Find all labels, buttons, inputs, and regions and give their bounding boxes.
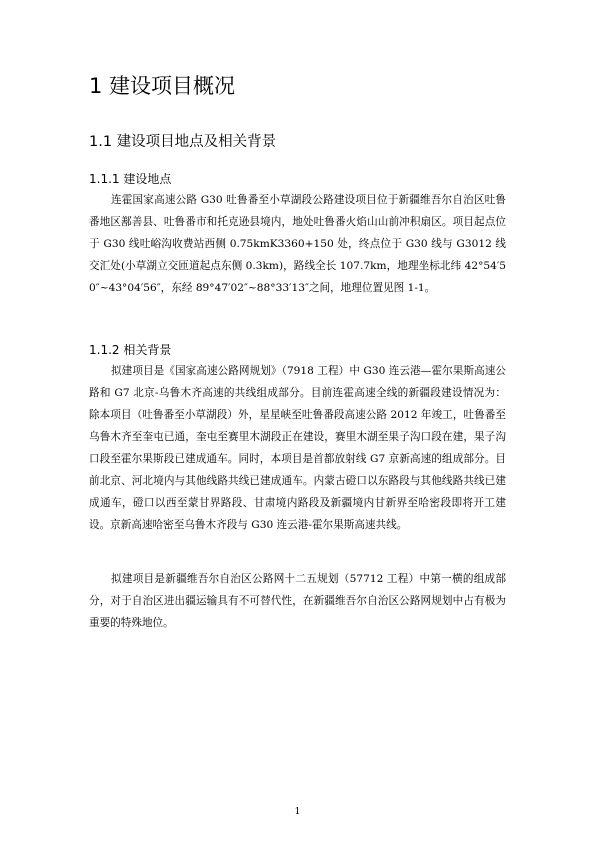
section-heading: 1.1 建设项目地点及相关背景 bbox=[89, 134, 277, 150]
paragraph-significance: 拟建项目是新疆维吾尔自治区公路网十二五规划（57712 工程）中第一横的组成部分，对于自治区进出疆运输具有不可替代性，在新疆维吾尔自治区公路网规划中占有极为重要的特殊地位。 bbox=[89, 573, 506, 629]
subsection-heading-background: 1.1.2 相关背景 bbox=[89, 343, 172, 357]
paragraph-location: 连霍国家高速公路 G30 吐鲁番至小草湖段公路建设项目位于新疆维吾尔自治区吐鲁番地区鄯善县、吐鲁番市和托克逊县境内，地处吐鲁番火焰山山前冲积扇区。项目起点位于 G30 线吐峪沟收费站西侧 0.75kmK3360+150 处，终点位于 G30 线与 G3012 线交汇处(小草湖立交匝道起点东侧 0.3km)，路线全长 107.7km，地理坐标北纬 42°54′50″~43°04′56″，东经 89°47′02″~88°33′13″之间，地理位置见图 1-1。 bbox=[89, 194, 506, 294]
chapter-heading: 1 建设项目概况 bbox=[89, 74, 236, 98]
paragraph-background: 拟建项目是《国家高速公路网规划》（7918 工程）中 G30 连云港—霍尔果斯高速公路和 G7 北京-乌鲁木齐高速的共线组成部分。目前连霍高速全线的新疆段建设情况为：除本项目（吐鲁番至小草湖段）外，星星峡至吐鲁番段高速公路 2012 年竣工，吐鲁番至乌鲁木齐至奎屯已通，奎屯至赛里木湖段正在建设，赛里木湖至果子沟口段在建，果子沟口段至霍尔果斯段已建成通车。同时，本项目是首都放射线 G7 京新高速的组成部分。目前北京、河北境内与其他线路共线已建成通车。内蒙古磴口以东路段与其他线路共线已建成通车，磴口以西至蒙甘界路段、甘肃境内路段及新疆境内甘新界至哈密段即将开工建设。京新高速哈密至乌鲁木齐段与 G30 连云港-霍尔果斯高速共线。 bbox=[89, 365, 506, 531]
page-number: 1 bbox=[294, 807, 301, 817]
subsection-heading-location: 1.1.1 建设地点 bbox=[89, 172, 172, 186]
